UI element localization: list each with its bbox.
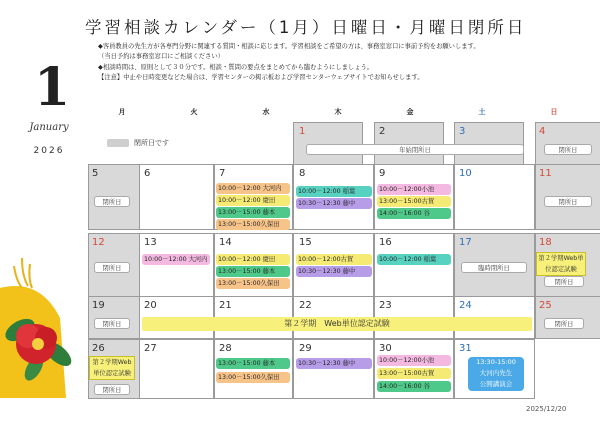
exam-banner: 第２学期 Web単位認定試験 <box>142 317 532 331</box>
day-number: 5 <box>92 168 99 179</box>
closure-label: 閉所日 <box>94 262 130 273</box>
appointment: 10:00－12:00 稲葉 <box>377 254 451 265</box>
day-number: 14 <box>219 237 232 248</box>
exam-label: 第２学期Web単位認定試験 <box>536 252 586 276</box>
day-number: 4 <box>539 126 546 137</box>
page-title: 学習相談カレンダー（1月）日曜日・月曜日閉所日 <box>85 18 527 37</box>
month-number: 1 <box>34 57 71 118</box>
day-number: 16 <box>379 237 392 248</box>
day-number: 29 <box>299 343 312 354</box>
note-line: ◆相談時間は、原則として３０分です。相談・質問の要点をまとめてから臨むようにしましょう。 <box>98 63 374 71</box>
day-number: 11 <box>539 168 552 179</box>
day-number: 13 <box>144 237 157 248</box>
issue-date: 2025/12/20 <box>526 405 567 413</box>
day-number: 23 <box>379 300 392 311</box>
camellia-decoration-icon <box>0 258 88 398</box>
day-number: 10 <box>459 168 472 179</box>
year: 2026 <box>33 146 65 156</box>
day-number: 6 <box>144 168 151 179</box>
day-number: 7 <box>219 168 226 179</box>
note-line: （当日予約は事務室窓口にご相談ください） <box>98 53 224 61</box>
appointment: 13:00－15:00久保田 <box>216 219 290 230</box>
day-number: 25 <box>539 300 552 311</box>
closure-label: 閉所日 <box>544 196 592 207</box>
closure-label: 閉所日 <box>544 276 584 287</box>
lecture-speaker: 大河内先生 <box>479 369 513 377</box>
day-number: 31 <box>459 343 472 354</box>
closure-label: 閉所日 <box>544 318 584 329</box>
legend-label: 閉所日です <box>134 139 169 147</box>
day-number: 19 <box>92 300 105 311</box>
appointment: 10:00－12:00 大河内 <box>216 183 290 194</box>
day-number: 1 <box>299 126 306 137</box>
note-line: 【注意】中止や日時変更などた場合は、学習センターの掲示板および学習センターウェブサイトでお知らせします。 <box>98 74 424 82</box>
notes <box>98 42 598 84</box>
appointment: 13:00－15:00 藤本 <box>216 358 290 369</box>
weekday-wed: 水 <box>262 108 270 116</box>
closure-label: 閉所日 <box>94 318 130 329</box>
weekday-fri: 金 <box>406 108 414 116</box>
day-number: 8 <box>299 168 306 179</box>
day-number: 9 <box>379 168 386 179</box>
appointment: 13:00－15:00古賀 <box>377 196 451 207</box>
day-number: 28 <box>219 343 232 354</box>
exam-label: 第２学期Web単位認定試験 <box>89 356 135 380</box>
appointment: 13:00－15:00 藤本 <box>216 207 290 218</box>
appointment: 10:00－12:00 稲葉 <box>296 186 372 197</box>
weekday-sun: 日 <box>550 108 558 116</box>
appointment: 10:00－12:00 大河内 <box>142 254 210 265</box>
day-number: 15 <box>299 237 312 248</box>
appointment: 10:00－12:00小池 <box>377 355 451 366</box>
day-number: 26 <box>92 343 105 354</box>
appointment: 14:00－16:00 谷 <box>377 208 451 219</box>
closure-label: 閉所日 <box>94 196 130 207</box>
appointment: 13:00－15:00久保田 <box>216 372 290 383</box>
day-number: 18 <box>539 237 552 248</box>
day-number: 17 <box>459 237 472 248</box>
day-number: 22 <box>299 300 312 311</box>
appointment: 10:00－12:00 慶田 <box>216 254 290 265</box>
closure-label: 臨時閉所日 <box>461 262 527 273</box>
appointment: 10:30－12:30 藤中 <box>296 358 372 369</box>
day-number: 2 <box>379 126 386 137</box>
appointment: 10:00－12:00 慶田 <box>216 195 290 206</box>
note-line: ◆客員教員の先生方が各専門分野に関連する質問・相談に応じます。学習相談をご希望の方は、事務室窓口に事前予約をお願いします。 <box>98 43 480 50</box>
appointment: 13:00－15:00古賀 <box>377 368 451 379</box>
appointment: 10:30－12:30 藤中 <box>296 198 372 209</box>
lecture-time: 13:30-15:00 <box>476 358 516 366</box>
day-number: 24 <box>459 300 472 311</box>
weekday-mon: 月 <box>118 108 126 116</box>
appointment: 10:30－12:30 藤中 <box>296 266 372 277</box>
day-number: 3 <box>459 126 466 137</box>
legend-swatch <box>107 139 129 147</box>
month-name: January <box>29 122 69 133</box>
weekday-thu: 木 <box>334 108 342 116</box>
appointment: 10:00－12:00古賀 <box>296 254 372 265</box>
appointment: 14:00－16:00 谷 <box>377 381 451 392</box>
day-number: 27 <box>144 343 157 354</box>
day-number: 12 <box>92 237 105 248</box>
closure-label: 閉所日 <box>94 384 130 395</box>
closure-label: 閉所日 <box>544 144 592 155</box>
appointment: 13:00－15:00久保田 <box>216 278 290 289</box>
day-number: 20 <box>144 300 157 311</box>
appointment: 10:00－12:00小池 <box>377 184 451 195</box>
day-number: 30 <box>379 343 392 354</box>
weekday-sat: 土 <box>478 108 486 116</box>
closure-label: 年始閉所日 <box>306 144 524 155</box>
day-number: 21 <box>219 300 232 311</box>
public-lecture <box>468 357 524 391</box>
appointment: 13:00－15:00 藤本 <box>216 266 290 277</box>
lecture-title: 公開講演会 <box>479 380 513 388</box>
weekday-tue: 火 <box>190 108 198 116</box>
